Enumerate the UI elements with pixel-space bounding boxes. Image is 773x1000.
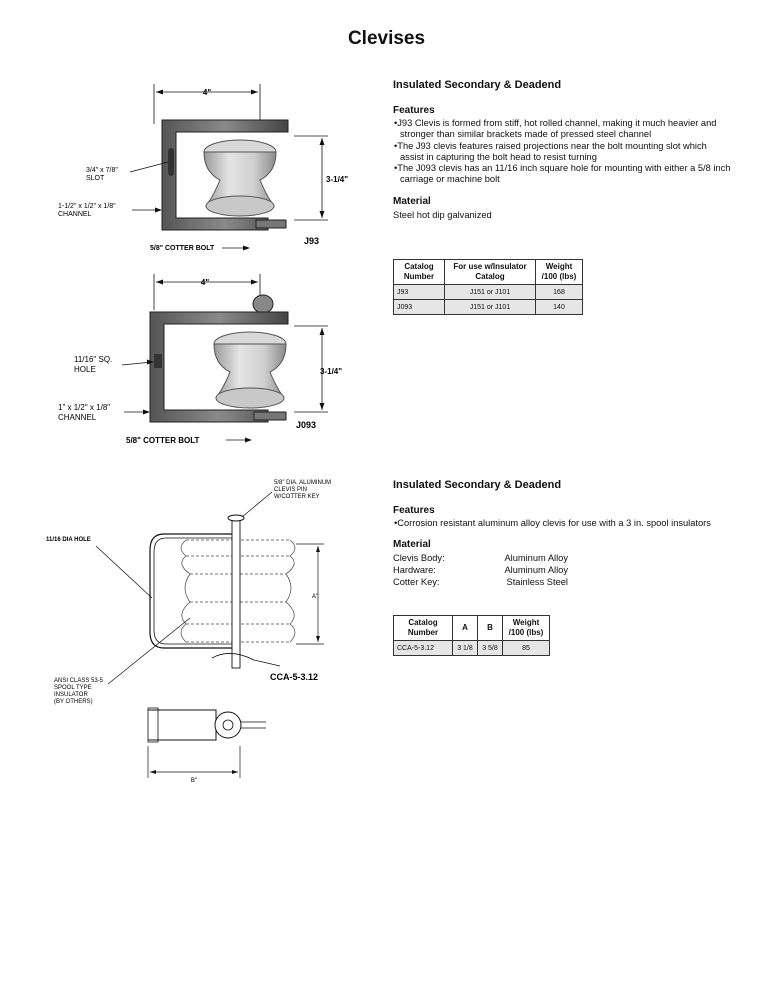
material-row xyxy=(393,552,733,564)
j93-channel-label: 1-1/2" x 1/2" x 1/8" CHANNEL xyxy=(58,203,116,218)
cca-dim-a: A" xyxy=(312,594,319,600)
material-label: Cotter Key: xyxy=(393,577,440,588)
material-label: Hardware: xyxy=(393,565,436,576)
feature-item: • The J093 clevis has an 11/16 inch square hole for mounting with either a 5/8 inch carriage or machine bolt xyxy=(393,163,733,186)
j93-bolt-label: 5/8" COTTER BOLT xyxy=(150,245,215,252)
section-1-title: Insulated Secondary & Deadend xyxy=(393,79,562,91)
feature-item: • J93 Clevis is formed from stiff, hot rolled channel, making it much heavier and stronger than similar brackets made of pressed steel channel xyxy=(393,118,733,141)
section-2 xyxy=(393,479,733,588)
j93-model-label: J93 xyxy=(304,236,320,246)
table-cell: 85 xyxy=(503,641,550,656)
table-2-header: A xyxy=(453,616,478,641)
j93-width-dim: 4" xyxy=(202,88,212,97)
page-title: Clevises xyxy=(347,28,426,49)
table-row xyxy=(394,285,583,300)
table-cell: J93 xyxy=(394,285,445,300)
cca-hole-label: 11/16 DIA HOLE xyxy=(46,537,91,543)
feature-item: • The J93 clevis features raised projections near the bolt mounting slot which assist in capturing the bolt head to resist turning xyxy=(393,141,733,164)
table-cell: J093 xyxy=(394,300,445,315)
table-1-header: Catalog Number xyxy=(394,260,445,285)
material-value: Stainless Steel xyxy=(506,577,568,588)
table-cell: 3 1/8 xyxy=(453,641,478,656)
j093-drawing xyxy=(50,270,370,455)
j93-drawing xyxy=(50,80,370,260)
table-cell: J151 or J101 xyxy=(445,300,536,315)
table-cell: 140 xyxy=(536,300,583,315)
j093-channel-label: 1" x 1/2" x 1/8" CHANNEL xyxy=(58,403,111,422)
table-cell: 168 xyxy=(536,285,583,300)
table-2-header: B xyxy=(478,616,503,641)
table-1-header: For use w/Insulator Catalog xyxy=(445,260,536,285)
table-row xyxy=(394,300,583,315)
material-value: Aluminum Alloy xyxy=(504,553,568,564)
feature-item: • Corrosion resistant aluminum alloy clevis for use with a 3 in. spool insulators xyxy=(393,518,733,529)
j093-height-dim: 3-1/4" xyxy=(320,367,343,376)
section-2-features-heading: Features xyxy=(393,505,435,516)
material-row xyxy=(393,576,733,588)
table-1 xyxy=(393,259,583,315)
cca-dim-b: B" xyxy=(190,778,198,784)
table-2-header: Weight /100 (lbs) xyxy=(503,616,550,641)
section-2-features-list xyxy=(393,518,733,529)
cca-model-label: CCA-5-3.12 xyxy=(270,672,319,682)
j93-slot-label: 3/4" x 7/8" SLOT xyxy=(86,167,118,182)
table-cell: J151 or J101 xyxy=(445,285,536,300)
section-1-features-list xyxy=(393,118,733,186)
j093-model-label: J093 xyxy=(296,420,317,430)
table-cell: 3 5/8 xyxy=(478,641,503,656)
section-2-title: Insulated Secondary & Deadend xyxy=(393,479,562,491)
cca-pin-label: 5/8" DIA. ALUMINUM CLEVIS PIN W/COTTER KEY xyxy=(274,480,332,500)
table-cell: CCA-5-3.12 xyxy=(394,641,453,656)
j93-height-dim: 3-1/4" xyxy=(326,175,349,184)
section-1-material-heading: Material xyxy=(393,195,431,207)
section-2-material-heading: Material xyxy=(393,539,431,551)
cca-drawing xyxy=(40,478,370,788)
j093-bolt-label: 5/8" COTTER BOLT xyxy=(126,436,200,445)
j093-hole-label: 11/16" SQ. HOLE xyxy=(74,355,113,374)
table-row xyxy=(394,641,550,656)
material-label: Clevis Body: xyxy=(393,553,445,564)
section-1 xyxy=(393,79,733,223)
section-1-material-text: Steel hot dip galvanized xyxy=(393,209,492,220)
j093-width-dim: 4" xyxy=(200,278,210,287)
table-1-header: Weight /100 (lbs) xyxy=(536,260,583,285)
material-row xyxy=(393,564,733,576)
material-value: Aluminum Alloy xyxy=(504,565,568,576)
table-2 xyxy=(393,615,550,656)
cca-insulator-label: ANSI CLASS 53-5 SPOOL TYPE INSULATOR (BY OTHERS) xyxy=(54,678,104,705)
section-1-features-heading: Features xyxy=(393,105,435,116)
table-2-header: Catalog Number xyxy=(394,616,453,641)
